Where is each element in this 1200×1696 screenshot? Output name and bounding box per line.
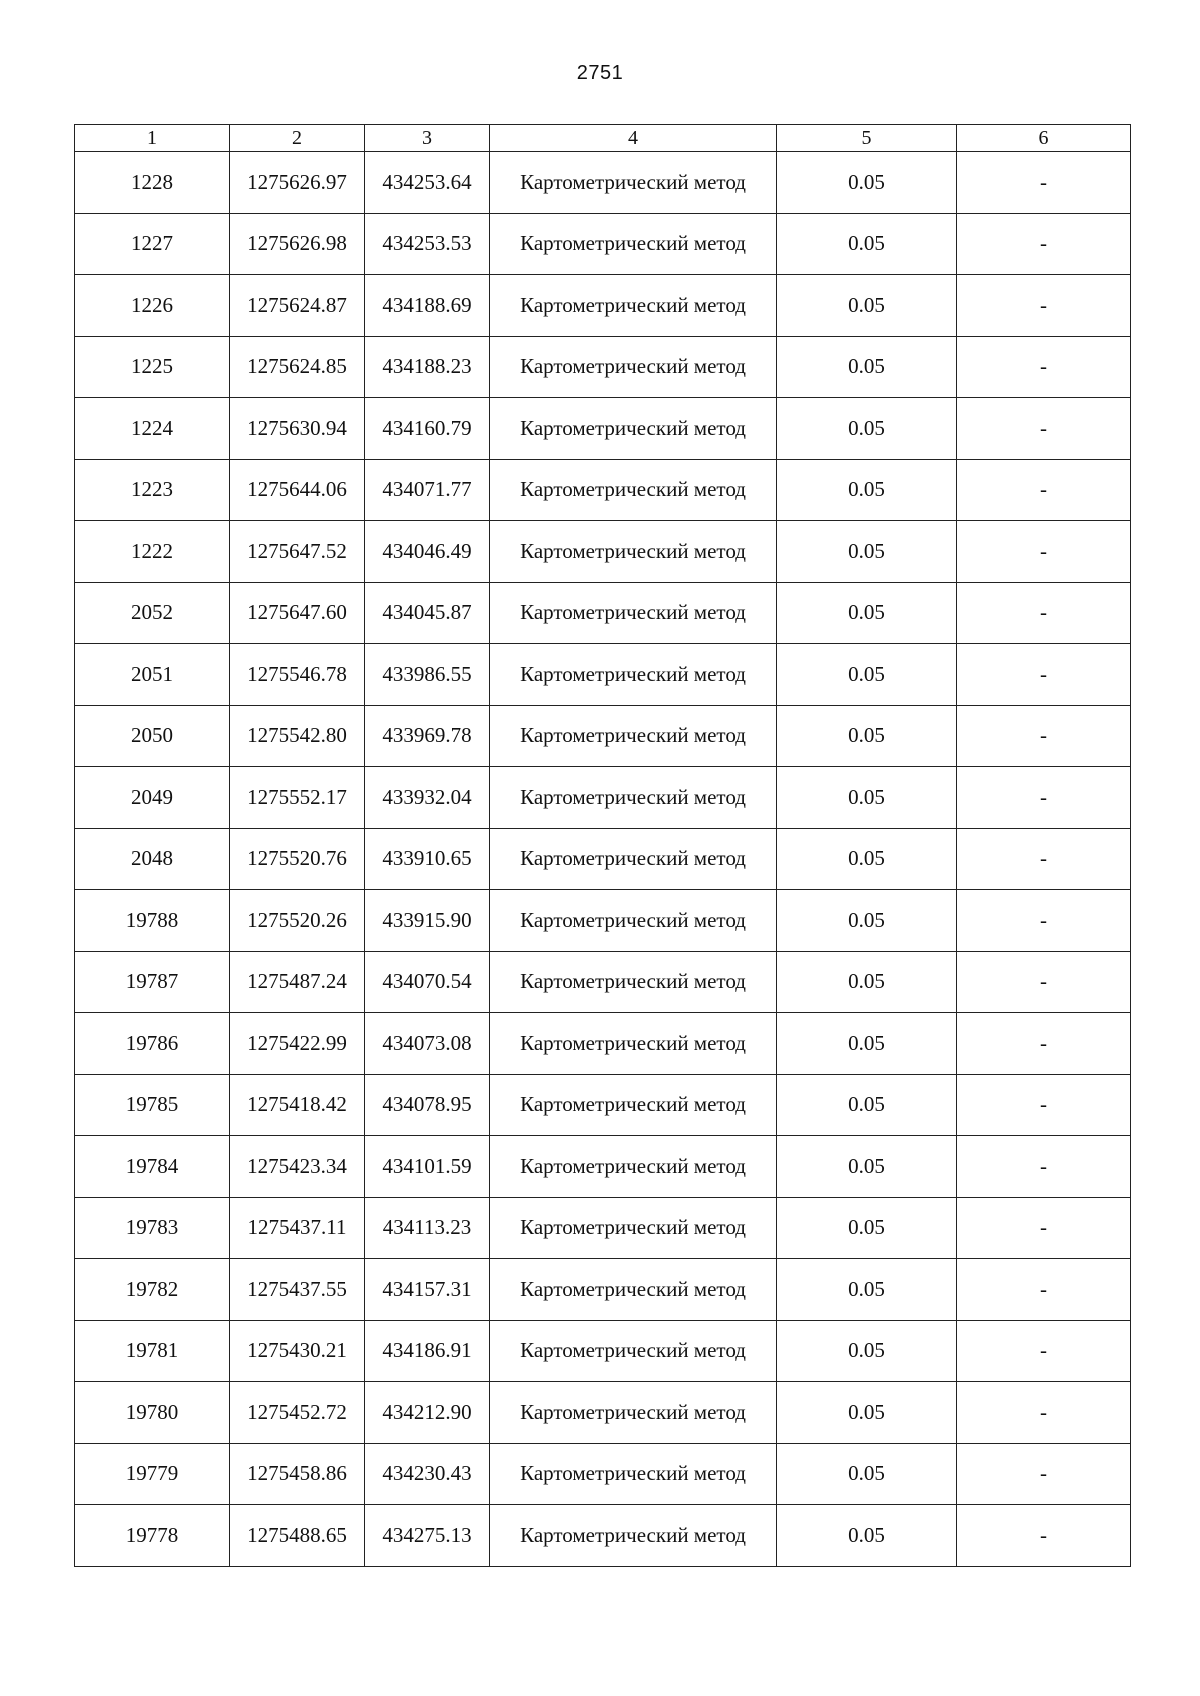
y-coordinate-cell: 434188.69: [365, 275, 490, 337]
header-cell-6: 6: [957, 125, 1131, 152]
accuracy-cell: 0.05: [777, 1505, 957, 1567]
point-number-cell: 19780: [75, 1382, 230, 1444]
method-cell: Картометрический метод: [490, 398, 777, 460]
x-coordinate-cell: 1275630.94: [230, 398, 365, 460]
accuracy-cell: 0.05: [777, 1197, 957, 1259]
accuracy-cell: 0.05: [777, 1320, 957, 1382]
header-cell-4: 4: [490, 125, 777, 152]
table-row: [75, 1074, 1131, 1136]
x-coordinate-cell: 1275488.65: [230, 1505, 365, 1567]
method-cell: Картометрический метод: [490, 1013, 777, 1075]
y-coordinate-cell: 434070.54: [365, 951, 490, 1013]
point-number-cell: 1228: [75, 152, 230, 214]
note-cell: -: [957, 951, 1131, 1013]
note-cell: -: [957, 828, 1131, 890]
point-number-cell: 1226: [75, 275, 230, 337]
y-coordinate-cell: 434046.49: [365, 521, 490, 583]
method-cell: Картометрический метод: [490, 521, 777, 583]
note-cell: -: [957, 1320, 1131, 1382]
note-cell: -: [957, 213, 1131, 275]
method-cell: Картометрический метод: [490, 1505, 777, 1567]
x-coordinate-cell: 1275542.80: [230, 705, 365, 767]
point-number-cell: 2052: [75, 582, 230, 644]
method-cell: Картометрический метод: [490, 644, 777, 706]
x-coordinate-cell: 1275487.24: [230, 951, 365, 1013]
table-row: [75, 828, 1131, 890]
x-coordinate-cell: 1275452.72: [230, 1382, 365, 1444]
method-cell: Картометрический метод: [490, 152, 777, 214]
accuracy-cell: 0.05: [777, 459, 957, 521]
y-coordinate-cell: 434071.77: [365, 459, 490, 521]
note-cell: -: [957, 1136, 1131, 1198]
x-coordinate-cell: 1275437.11: [230, 1197, 365, 1259]
y-coordinate-cell: 434186.91: [365, 1320, 490, 1382]
accuracy-cell: 0.05: [777, 1013, 957, 1075]
note-cell: -: [957, 336, 1131, 398]
y-coordinate-cell: 433915.90: [365, 890, 490, 952]
x-coordinate-cell: 1275624.85: [230, 336, 365, 398]
table-row: [75, 1505, 1131, 1567]
method-cell: Картометрический метод: [490, 828, 777, 890]
point-number-cell: 19786: [75, 1013, 230, 1075]
accuracy-cell: 0.05: [777, 1259, 957, 1321]
x-coordinate-cell: 1275624.87: [230, 275, 365, 337]
y-coordinate-cell: 434212.90: [365, 1382, 490, 1444]
method-cell: Картометрический метод: [490, 582, 777, 644]
point-number-cell: 2049: [75, 767, 230, 829]
accuracy-cell: 0.05: [777, 951, 957, 1013]
method-cell: Картометрический метод: [490, 705, 777, 767]
table-row: [75, 1382, 1131, 1444]
accuracy-cell: 0.05: [777, 767, 957, 829]
x-coordinate-cell: 1275418.42: [230, 1074, 365, 1136]
table-row: [75, 582, 1131, 644]
table-row: [75, 398, 1131, 460]
method-cell: Картометрический метод: [490, 213, 777, 275]
accuracy-cell: 0.05: [777, 582, 957, 644]
accuracy-cell: 0.05: [777, 705, 957, 767]
accuracy-cell: 0.05: [777, 828, 957, 890]
accuracy-cell: 0.05: [777, 152, 957, 214]
point-number-cell: 19787: [75, 951, 230, 1013]
point-number-cell: 2048: [75, 828, 230, 890]
y-coordinate-cell: 434101.59: [365, 1136, 490, 1198]
note-cell: -: [957, 767, 1131, 829]
note-cell: -: [957, 1505, 1131, 1567]
y-coordinate-cell: 433986.55: [365, 644, 490, 706]
table-row: [75, 152, 1131, 214]
method-cell: Картометрический метод: [490, 1197, 777, 1259]
y-coordinate-cell: 434230.43: [365, 1443, 490, 1505]
table-row: [75, 644, 1131, 706]
note-cell: -: [957, 1074, 1131, 1136]
x-coordinate-cell: 1275520.26: [230, 890, 365, 952]
table-row: [75, 336, 1131, 398]
header-row: [75, 125, 1131, 152]
y-coordinate-cell: 434275.13: [365, 1505, 490, 1567]
note-cell: -: [957, 398, 1131, 460]
note-cell: -: [957, 459, 1131, 521]
table-body: [75, 152, 1131, 1567]
y-coordinate-cell: 434045.87: [365, 582, 490, 644]
table-row: [75, 1320, 1131, 1382]
method-cell: Картометрический метод: [490, 1382, 777, 1444]
header-cell-3: 3: [365, 125, 490, 152]
point-number-cell: 19782: [75, 1259, 230, 1321]
accuracy-cell: 0.05: [777, 275, 957, 337]
method-cell: Картометрический метод: [490, 767, 777, 829]
note-cell: -: [957, 275, 1131, 337]
header-cell-1: 1: [75, 125, 230, 152]
point-number-cell: 19783: [75, 1197, 230, 1259]
table-row: [75, 767, 1131, 829]
point-number-cell: 19778: [75, 1505, 230, 1567]
y-coordinate-cell: 433969.78: [365, 705, 490, 767]
method-cell: Картометрический метод: [490, 951, 777, 1013]
accuracy-cell: 0.05: [777, 1382, 957, 1444]
x-coordinate-cell: 1275552.17: [230, 767, 365, 829]
accuracy-cell: 0.05: [777, 1074, 957, 1136]
note-cell: -: [957, 890, 1131, 952]
accuracy-cell: 0.05: [777, 398, 957, 460]
table-row: [75, 890, 1131, 952]
table-header: [75, 125, 1131, 152]
y-coordinate-cell: 434253.53: [365, 213, 490, 275]
x-coordinate-cell: 1275626.97: [230, 152, 365, 214]
method-cell: Картометрический метод: [490, 1259, 777, 1321]
table-row: [75, 951, 1131, 1013]
method-cell: Картометрический метод: [490, 275, 777, 337]
point-number-cell: 19788: [75, 890, 230, 952]
accuracy-cell: 0.05: [777, 644, 957, 706]
x-coordinate-cell: 1275546.78: [230, 644, 365, 706]
table-row: [75, 1259, 1131, 1321]
y-coordinate-cell: 434113.23: [365, 1197, 490, 1259]
x-coordinate-cell: 1275437.55: [230, 1259, 365, 1321]
point-number-cell: 19781: [75, 1320, 230, 1382]
method-cell: Картометрический метод: [490, 1074, 777, 1136]
note-cell: -: [957, 152, 1131, 214]
point-number-cell: 19785: [75, 1074, 230, 1136]
point-number-cell: 1227: [75, 213, 230, 275]
table-row: [75, 1197, 1131, 1259]
header-cell-5: 5: [777, 125, 957, 152]
method-cell: Картометрический метод: [490, 1320, 777, 1382]
point-number-cell: 19779: [75, 1443, 230, 1505]
table-row: [75, 275, 1131, 337]
y-coordinate-cell: 433910.65: [365, 828, 490, 890]
x-coordinate-cell: 1275430.21: [230, 1320, 365, 1382]
note-cell: -: [957, 1443, 1131, 1505]
table-row: [75, 705, 1131, 767]
note-cell: -: [957, 582, 1131, 644]
table-row: [75, 1443, 1131, 1505]
x-coordinate-cell: 1275422.99: [230, 1013, 365, 1075]
table-row: [75, 1136, 1131, 1198]
accuracy-cell: 0.05: [777, 336, 957, 398]
y-coordinate-cell: 434073.08: [365, 1013, 490, 1075]
x-coordinate-cell: 1275520.76: [230, 828, 365, 890]
y-coordinate-cell: 433932.04: [365, 767, 490, 829]
y-coordinate-cell: 434160.79: [365, 398, 490, 460]
x-coordinate-cell: 1275423.34: [230, 1136, 365, 1198]
table-row: [75, 459, 1131, 521]
note-cell: -: [957, 1259, 1131, 1321]
y-coordinate-cell: 434157.31: [365, 1259, 490, 1321]
table-row: [75, 1013, 1131, 1075]
accuracy-cell: 0.05: [777, 213, 957, 275]
table-row: [75, 521, 1131, 583]
point-number-cell: 1225: [75, 336, 230, 398]
accuracy-cell: 0.05: [777, 521, 957, 583]
method-cell: Картометрический метод: [490, 890, 777, 952]
method-cell: Картометрический метод: [490, 1443, 777, 1505]
point-number-cell: 1224: [75, 398, 230, 460]
note-cell: -: [957, 1197, 1131, 1259]
note-cell: -: [957, 1013, 1131, 1075]
point-number-cell: 1223: [75, 459, 230, 521]
accuracy-cell: 0.05: [777, 1136, 957, 1198]
method-cell: Картометрический метод: [490, 459, 777, 521]
x-coordinate-cell: 1275626.98: [230, 213, 365, 275]
x-coordinate-cell: 1275647.60: [230, 582, 365, 644]
note-cell: -: [957, 644, 1131, 706]
page-number: 2751: [576, 62, 624, 84]
method-cell: Картометрический метод: [490, 1136, 777, 1198]
point-number-cell: 2051: [75, 644, 230, 706]
method-cell: Картометрический метод: [490, 336, 777, 398]
coordinates-table: [74, 124, 1131, 1567]
note-cell: -: [957, 521, 1131, 583]
y-coordinate-cell: 434188.23: [365, 336, 490, 398]
accuracy-cell: 0.05: [777, 1443, 957, 1505]
table-row: [75, 213, 1131, 275]
note-cell: -: [957, 705, 1131, 767]
header-cell-2: 2: [230, 125, 365, 152]
point-number-cell: 19784: [75, 1136, 230, 1198]
y-coordinate-cell: 434078.95: [365, 1074, 490, 1136]
point-number-cell: 1222: [75, 521, 230, 583]
x-coordinate-cell: 1275647.52: [230, 521, 365, 583]
x-coordinate-cell: 1275458.86: [230, 1443, 365, 1505]
y-coordinate-cell: 434253.64: [365, 152, 490, 214]
note-cell: -: [957, 1382, 1131, 1444]
x-coordinate-cell: 1275644.06: [230, 459, 365, 521]
point-number-cell: 2050: [75, 705, 230, 767]
accuracy-cell: 0.05: [777, 890, 957, 952]
